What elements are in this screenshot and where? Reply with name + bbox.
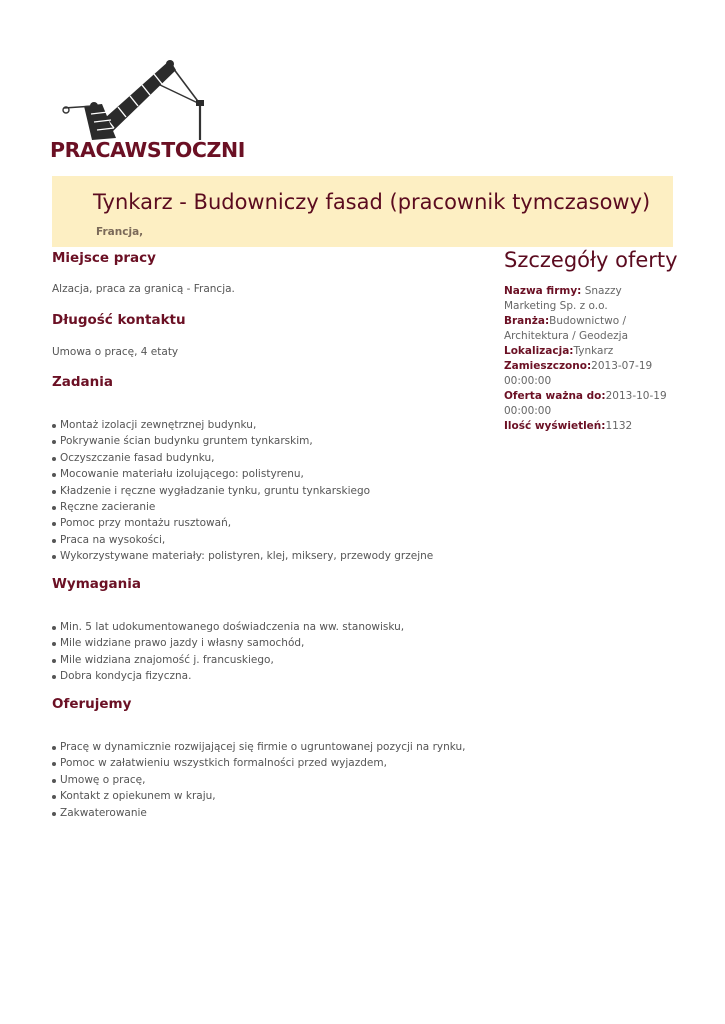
logo-text: PRACAWSTOCZNI <box>50 138 245 162</box>
job-location: Francja, <box>96 226 144 238</box>
section-title-offer: Oferujemy <box>52 696 132 712</box>
list-item: Oczyszczanie fasad budynku, <box>52 450 433 466</box>
list-item: Ręczne zacieranie <box>52 499 433 515</box>
detail-valid-until: Oferta ważna do:2013-10-19 00:00:00 <box>504 390 667 417</box>
list-item: Pracę w dynamicznie rozwijającej się firmie o ugruntowanej pozycji na rynku, <box>52 739 466 755</box>
list-item: Montaż izolacji zewnętrznej budynku, <box>52 417 433 433</box>
detail-views: Ilość wyświetleń:1132 <box>504 420 633 432</box>
section-title-duration: Długość kontaktu <box>52 312 186 328</box>
place-text: Alzacja, praca za granicą - Francja. <box>52 283 235 295</box>
list-item: Wykorzystywane materiały: polistyren, klej, miksery, przewody grzejne <box>52 548 433 564</box>
detail-company: Nazwa firmy: Snazzy Marketing Sp. z o.o. <box>504 285 622 312</box>
list-item: Kontakt z opiekunem w kraju, <box>52 788 466 804</box>
job-title: Tynkarz - Budowniczy fasad (pracownik tymczasowy) <box>93 190 651 214</box>
offer-list <box>52 739 466 821</box>
offer-details-title: Szczegóły oferty <box>504 248 678 272</box>
list-item: Umowę o pracę, <box>52 772 466 788</box>
section-title-place: Miejsce pracy <box>52 250 156 266</box>
list-item: Praca na wysokości, <box>52 532 433 548</box>
list-item: Min. 5 lat udokumentowanego doświadczenia na ww. stanowisku, <box>52 619 404 635</box>
section-title-requirements: Wymagania <box>52 576 141 592</box>
list-item: Mocowanie materiału izolującego: polistyrenu, <box>52 466 433 482</box>
detail-posted: Zamieszczono:2013-07-19 00:00:00 <box>504 360 653 387</box>
tasks-list <box>52 417 433 565</box>
job-title-banner <box>52 176 673 247</box>
offer-details <box>504 284 676 434</box>
list-item: Pomoc w załatwieniu wszystkich formalności przed wyjazdem, <box>52 755 466 771</box>
list-item: Dobra kondycja fizyczna. <box>52 668 404 684</box>
shipyard-crane-icon <box>58 56 218 140</box>
requirements-list <box>52 619 404 685</box>
duration-text: Umowa o pracę, 4 etaty <box>52 346 179 358</box>
list-item: Mile widziana znajomość j. francuskiego, <box>52 652 404 668</box>
section-title-tasks: Zadania <box>52 374 114 390</box>
list-item: Mile widziane prawo jazdy i własny samochód, <box>52 635 404 651</box>
list-item: Zakwaterowanie <box>52 805 466 821</box>
site-logo[interactable] <box>48 56 245 166</box>
list-item: Kładzenie i ręczne wygładzanie tynku, gruntu tynkarskiego <box>52 483 433 499</box>
list-item: Pomoc przy montażu rusztowań, <box>52 515 433 531</box>
detail-location: Lokalizacja:Tynkarz <box>504 345 614 357</box>
detail-industry: Branża:Budownictwo / Architektura / Geodezja <box>504 315 629 342</box>
list-item: Pokrywanie ścian budynku gruntem tynkarskim, <box>52 433 433 449</box>
